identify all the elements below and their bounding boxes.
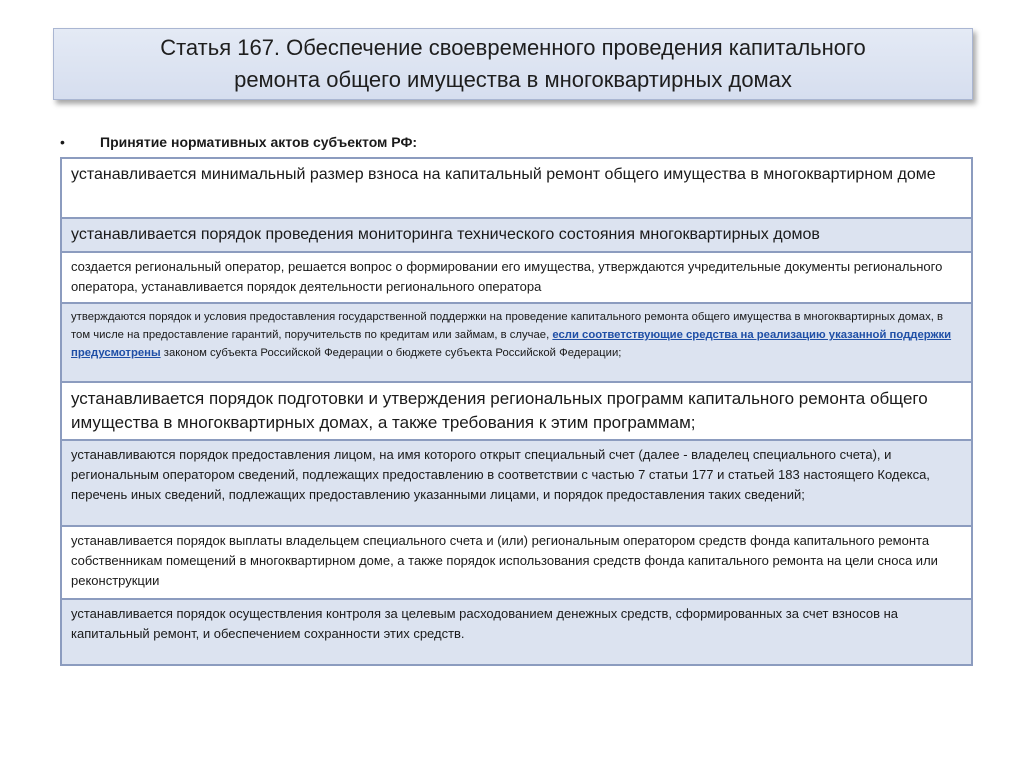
title-line-1: Статья 167. Обеспечение своевременного проведения капитального — [160, 35, 866, 60]
row-text-after: законом субъекта Российской Федерации о бюджете субъекта Российской Федерации; — [160, 347, 622, 359]
row-text-before: утверждаются порядок и условия предоставления государственной поддержки на проведение капитального ремонта общего имущества в многоквартирных домах, в том числе на предоставление гарантий, поручительств по кредитам или займам, в случае, — [71, 311, 944, 341]
subheading — [60, 132, 417, 152]
title-line-2: ремонта общего имущества в многоквартирных домах — [234, 67, 792, 92]
title-box — [53, 28, 973, 100]
row-text: создается региональный оператор, решается вопрос о формировании его имущества, утверждаются учредительные документы регионального оператора, устанавливается порядок деятельности регионального оператора — [71, 259, 943, 294]
row-text: устанавливается порядок осуществления контроля за целевым расходованием денежных средств, сформированных за счет взносов на капитальный ремонт, и обеспечением сохранности этих средств. — [71, 606, 898, 641]
row-text: устанавливается порядок проведения мониторинга технического состояния многоквартирных домов — [71, 226, 820, 243]
subheading-text: Принятие нормативных актов субъектом РФ: — [100, 134, 418, 150]
table-row — [62, 304, 971, 383]
row-text: устанавливается порядок подготовки и утверждения региональных программ капитального ремонта общего имущества в многоквартирных домах, а также требования к этим программам; — [71, 389, 928, 432]
measures-table — [60, 157, 973, 666]
table-row — [62, 600, 971, 664]
bullet-icon: • — [60, 134, 65, 150]
row-text: устанавливается порядок выплаты владельцем специального счета и (или) региональным оператором средств фонда капитального ремонта собственникам помещений в многоквартирном доме, а также порядок использования средств фонда капитального ремонта на цели сноса или реконструкции — [71, 533, 938, 588]
budget-law-link[interactable]: если соответствующие средства на реализацию указанной поддержки предусмотрены — [71, 329, 952, 359]
table-row — [62, 383, 971, 441]
row-text: устанавливаются порядок предоставления лицом, на имя которого открыт специальный счет (далее - владелец специального счета), и региональным оператором сведений, подлежащих предоставлению в соответствии с частью 7 статьи 177 и статьей 183 настоящего Кодекса, перечень иных сведений, подлежащих предоставлению указанными лицами, и порядок предоставления таких сведений; — [71, 447, 930, 502]
table-row — [62, 159, 971, 219]
table-row — [62, 219, 971, 253]
row-text: устанавливается минимальный размер взноса на капитальный ремонт общего имущества в многоквартирном доме — [71, 166, 936, 183]
table-row — [62, 441, 971, 527]
table-row — [62, 527, 971, 600]
table-row — [62, 253, 971, 304]
